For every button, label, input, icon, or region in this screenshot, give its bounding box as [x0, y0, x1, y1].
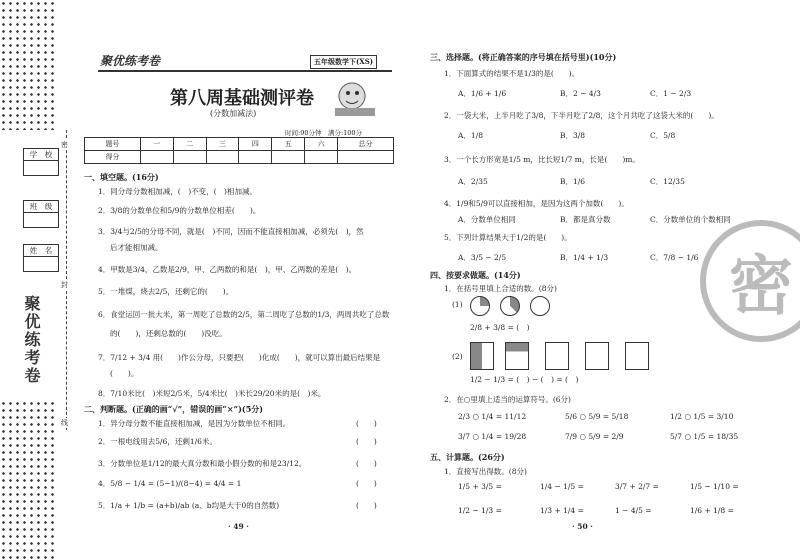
s3-q5-opt-c[interactable]: C．7/8 − 1/6: [650, 253, 699, 262]
time-score: 时间:90分钟 满分:100分: [285, 129, 363, 137]
seal-mark-1: 密: [61, 141, 68, 149]
operator-blank[interactable]: 2/3 ○ 1/4 = 11/12: [458, 412, 527, 421]
score-cell[interactable]: [206, 151, 239, 164]
score-header: 三: [206, 138, 239, 151]
s3-q2-opt-b[interactable]: B．3/8: [560, 131, 586, 140]
page-number-left: · 49 ·: [228, 522, 249, 531]
score-table-row: [85, 151, 394, 164]
name-field[interactable]: [23, 244, 59, 272]
calc-item[interactable]: 1/2 − 1/3 =: [458, 506, 502, 515]
s3-q3: 3．一个长方形宽是1/5 m，比长短1/7 m，长是( )m。: [444, 155, 640, 164]
fraction-circle: [500, 296, 520, 316]
brand-logo: 聚优练考卷: [100, 54, 161, 68]
fraction-bar: [505, 342, 529, 370]
mascot-image: [330, 78, 380, 118]
header-rule: [98, 70, 392, 72]
section3-title: 三、选择题。(将正确答案的序号填在括号里)(10分): [430, 52, 617, 62]
score-table-header: [85, 138, 394, 151]
operator-blank[interactable]: 3/7 ○ 1/4 = 19/28: [458, 432, 527, 441]
answer-bracket[interactable]: ( ): [356, 501, 377, 510]
s3-q5-opt-b[interactable]: B．1/4 + 1/3: [560, 253, 609, 262]
seal-mark-2: 封: [61, 281, 68, 289]
fraction-circle: [530, 296, 550, 316]
operator-blank[interactable]: 5/7 ○ 1/5 = 18/35: [670, 432, 739, 441]
school-label: 学 校: [24, 149, 58, 161]
s2-q1: 1．异分母分数不能直接相加减，是因为分数单位不相同。: [98, 419, 291, 428]
s3-q1-opt-c[interactable]: C．1 − 2/3: [650, 89, 692, 98]
s3-q2-opt-c[interactable]: C．5/8: [650, 131, 676, 140]
fraction-bar: [470, 342, 494, 370]
s3-q2-opt-a[interactable]: A．1/8: [458, 131, 483, 140]
s3-q4-opt-b[interactable]: B．都是真分数: [560, 215, 611, 224]
answer-bracket[interactable]: ( ): [356, 459, 377, 468]
score-cell[interactable]: [239, 151, 272, 164]
score-cell[interactable]: [305, 151, 338, 164]
operator-blank[interactable]: 5/6 ○ 5/9 = 5/18: [565, 412, 629, 421]
s1-q7b: ( )。: [110, 369, 139, 378]
s4-q1-1-label: (1): [452, 300, 463, 309]
score-header: 六: [305, 138, 338, 151]
s3-q4-opt-a[interactable]: A．分数单位相同: [458, 215, 516, 224]
score-cell[interactable]: [272, 151, 305, 164]
s1-q5: 5．一堆煤，烧去2/5，还剩它的( )。: [98, 287, 234, 296]
fraction-circle: [470, 296, 490, 316]
s4-q1-1-eq[interactable]: 2/8 + 3/8 = ( ): [470, 323, 530, 332]
s3-q2: 2．一袋大米，上半月吃了3/8，下半月吃了2/8，这个月共吃了这袋大米的( )。: [444, 111, 719, 120]
s3-q5-opt-a[interactable]: A．3/5 − 2/5: [458, 253, 507, 262]
fraction-bar: [545, 342, 569, 370]
s1-q6a: 6．食堂运回一批大米，第一周吃了总数的2/5，第二周吃了总数的1/3，两周共吃了总数: [98, 310, 390, 319]
s1-q2: 2．3/8的分数单位和5/9的分数单位相差( )。: [98, 206, 261, 215]
score-header: 五: [272, 138, 305, 151]
s4-q1: 1．在括号里填上合适的数。(8分): [444, 284, 557, 293]
s2-q2: 2．一根电线用去5/6，还剩1/6米。: [98, 437, 217, 446]
calc-item[interactable]: 3/7 + 2/7 =: [615, 482, 659, 491]
s3-q3-opt-b[interactable]: B．1/6: [560, 177, 586, 186]
answer-bracket[interactable]: ( ): [356, 437, 377, 446]
s1-q3a: 3．3/4与2/5的分母不同，就是( )不同，因而不能直接相加减，必须先( )，然: [98, 227, 364, 236]
s4-q1-2-label: (2): [452, 352, 463, 361]
section2-title: 二、判断题。(正确的画“√”，错误的画“×”)(5分): [84, 404, 264, 414]
calc-item[interactable]: 1/5 − 1/10 =: [690, 482, 739, 491]
s3-q1: 1．下面算式的结果不是1/3的是( )。: [444, 69, 580, 78]
dot-pattern-bottom: [0, 400, 58, 560]
score-header: 一: [140, 138, 173, 151]
answer-bracket[interactable]: ( ): [356, 479, 377, 488]
fraction-bar: [585, 342, 609, 370]
s1-q1: 1．同分母分数相加减，( )不变，( )相加减。: [98, 187, 257, 196]
section4-title: 四、按要求做题。(14分): [430, 270, 521, 280]
answer-bracket[interactable]: ( ): [356, 419, 377, 428]
s3-q3-opt-a[interactable]: A．2/35: [458, 177, 488, 186]
score-header: 总分: [338, 138, 394, 151]
calc-item[interactable]: 1 − 4/5 =: [615, 506, 652, 515]
class-field[interactable]: [23, 200, 59, 228]
s2-q3: 3．分数单位是1/12的最大真分数和最小假分数的和是23/12。: [98, 459, 307, 468]
name-label: 姓 名: [24, 245, 58, 257]
secret-stamp: 密: [700, 220, 800, 342]
s3-q5: 5．下列计算结果大于1/2的是( )。: [444, 233, 572, 242]
dot-pattern-top: [0, 0, 58, 130]
s5-q1: 1．直接写出得数。(8分): [444, 467, 527, 476]
page-number-right: · 50 ·: [572, 522, 593, 531]
operator-blank[interactable]: 1/2 ○ 1/5 = 3/10: [670, 412, 734, 421]
seal-mark-3: 线: [61, 419, 68, 427]
s4-q2: 2．在○里填上适当的运算符号。(6分): [444, 395, 571, 404]
section1-title: 一、填空题。(16分): [84, 172, 159, 182]
s1-q7a: 7．7/12 + 3/4 用( )作公分母，只要把( )化成( )，就可以算出最后结果是: [98, 353, 381, 362]
s1-q4: 4．甲数是3/4，乙数是2/9，甲、乙两数的和是( )，甲、乙两数的差是( )。: [98, 265, 357, 274]
calc-item[interactable]: 1/3 + 1/4 =: [540, 506, 584, 515]
score-header: 二: [173, 138, 206, 151]
s3-q3-opt-c[interactable]: C．12/35: [650, 177, 685, 186]
section5-title: 五、计算题。(26分): [430, 452, 505, 462]
fraction-bar: [625, 342, 649, 370]
score-header: 四: [239, 138, 272, 151]
score-row-label: 得分: [85, 151, 141, 164]
calc-item[interactable]: 1/6 + 1/8 =: [690, 506, 734, 515]
page-subtitle: (分数加减法): [210, 109, 257, 118]
s3-q1-opt-b[interactable]: B．2 − 4/3: [560, 89, 601, 98]
grade-tag: 五年级数学下(XS): [310, 55, 377, 69]
calc-item[interactable]: 1/5 + 3/5 =: [458, 482, 502, 491]
school-field[interactable]: [23, 148, 59, 176]
s3-q4: 4．1/9和5/9可以直接相加，是因为这两个加数( )。: [444, 199, 629, 208]
s1-q3b: 后才能相加减。: [110, 243, 163, 252]
page-title: 第八周基础测评卷: [170, 88, 314, 109]
s3-q1-opt-a[interactable]: A．1/6 + 1/6: [458, 89, 507, 98]
score-cell[interactable]: [338, 151, 394, 164]
s1-q6b: 的( )，还剩总数的( )没吃。: [110, 329, 227, 338]
s1-q8: 8．7/10米比( )米短2/5米，5/4米比( )米长29/20米的是( )米。: [98, 389, 326, 398]
s3-q4-opt-c[interactable]: C．分数单位的个数相同: [650, 215, 731, 224]
score-header: 题号: [85, 138, 141, 151]
class-label: 班 级: [24, 201, 58, 213]
operator-blank[interactable]: 7/9 ○ 5/9 = 2/9: [565, 432, 624, 441]
s2-q5: 5．1/a + 1/b = (a+b)/ab (a、b均是大于0的自然数): [98, 501, 280, 510]
s4-q1-2-eq[interactable]: 1/2 − 1/3 = ( ) − ( ) = ( ): [470, 375, 579, 384]
s2-q4: 4．5/8 − 1/4 = (5−1)/(8−4) = 4/4 = 1: [98, 479, 242, 488]
score-cell[interactable]: [173, 151, 206, 164]
calc-item[interactable]: 1/4 − 1/5 =: [540, 482, 584, 491]
score-cell[interactable]: [140, 151, 173, 164]
score-table: [84, 137, 394, 164]
side-brand-logo: 聚优练考卷: [22, 295, 41, 385]
